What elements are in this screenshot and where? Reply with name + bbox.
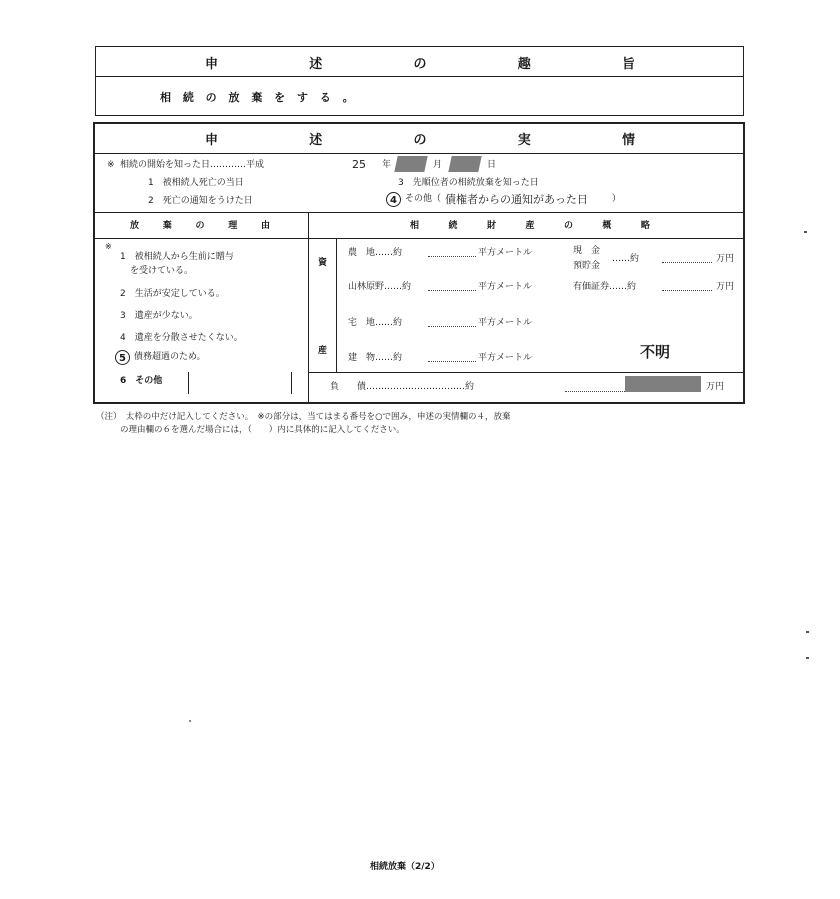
cash-label: 現 金 bbox=[573, 246, 601, 256]
securities-blank bbox=[662, 290, 712, 291]
estate-side-divider bbox=[336, 238, 337, 372]
scan-speck bbox=[806, 657, 809, 659]
option-2: 2 死亡の通知をうけた日 bbox=[148, 196, 253, 206]
debt-divider bbox=[308, 372, 745, 373]
farm-unit: 平方メートル bbox=[478, 248, 533, 258]
farm-label: 農 地……約 bbox=[348, 248, 403, 258]
reason-1: 1 被相続人から生前に贈与 bbox=[120, 252, 234, 262]
unknown-note: 不明 bbox=[640, 343, 671, 361]
field-unit: 平方メートル bbox=[478, 282, 533, 292]
field-blank bbox=[428, 290, 476, 291]
residential-unit: 平方メートル bbox=[478, 318, 533, 328]
purpose-divider bbox=[95, 76, 744, 77]
start-mark: ※ bbox=[107, 160, 115, 170]
purpose-body: 相 続 の 放 棄 を す る 。 bbox=[160, 91, 358, 104]
cash-blank bbox=[662, 262, 712, 263]
facts-title: 申 述 の 実 情 bbox=[205, 133, 635, 148]
securities-unit: 万円 bbox=[716, 282, 735, 292]
reason-3: 3 遺産が少ない。 bbox=[120, 311, 198, 321]
page-footer: 相続放棄（2/2） bbox=[370, 862, 440, 872]
debt-unit: 万円 bbox=[706, 382, 725, 392]
residential-blank bbox=[428, 326, 476, 327]
start-month-unit: 月 bbox=[433, 160, 443, 170]
cash-unit: 万円 bbox=[716, 254, 735, 264]
option-3: 3 先順位者の相続放棄を知った日 bbox=[398, 178, 539, 188]
reasons-header-divider bbox=[93, 238, 745, 239]
reason-2: 2 生活が安定している。 bbox=[120, 289, 225, 299]
estate-side-bottom: 産 bbox=[318, 346, 328, 356]
cash-approx: ……約 bbox=[612, 254, 640, 264]
start-label: 相続の開始を知った日…………平成 bbox=[120, 160, 265, 170]
reasons-estate-divider bbox=[308, 212, 309, 404]
circled-option-4: 4 bbox=[386, 192, 401, 207]
option-1: 1 被相続人死亡の当日 bbox=[148, 178, 244, 188]
scan-speck bbox=[189, 720, 191, 722]
estate-side-top: 資 bbox=[318, 258, 328, 268]
note-line-2: の理由欄の６を選んだ場合には，（ ）内に具体的に記入してください。 bbox=[120, 425, 405, 435]
start-year-unit: 年 bbox=[382, 160, 392, 170]
circled-reason-5: 5 bbox=[115, 350, 130, 365]
redacted-debt bbox=[625, 376, 701, 392]
scan-speck bbox=[804, 231, 807, 233]
facts-title-divider bbox=[93, 153, 745, 154]
scan-speck bbox=[806, 631, 809, 633]
residential-label: 宅 地……約 bbox=[348, 318, 403, 328]
option-4: 4 その他（ 債権者からの通知があった日 ） bbox=[386, 192, 621, 207]
building-label: 建 物……約 bbox=[348, 353, 403, 363]
savings-label: 預貯金 bbox=[573, 261, 601, 271]
building-unit: 平方メートル bbox=[478, 353, 533, 363]
facts-upper-divider bbox=[93, 212, 745, 213]
building-blank bbox=[428, 361, 476, 362]
reason-1-cont: を受けている。 bbox=[130, 266, 194, 276]
estate-header: 相 続 財 産 の 概 略 bbox=[410, 221, 650, 231]
start-year: 25 bbox=[352, 158, 366, 171]
purpose-title: 申 述 の 趣 旨 bbox=[205, 57, 635, 72]
start-day-unit: 日 bbox=[487, 160, 497, 170]
reason-6: 6 その他 bbox=[120, 376, 163, 386]
securities-label: 有価証券……約 bbox=[573, 282, 637, 292]
reasons-mark: ※ bbox=[105, 242, 112, 251]
redacted-month bbox=[394, 156, 427, 172]
option-4-detail: 債権者からの通知があった日 bbox=[445, 193, 588, 206]
reason-4: 4 遺産を分散させたくない。 bbox=[120, 333, 243, 343]
reasons-header: 放 棄 の 理 由 bbox=[130, 221, 270, 231]
note-line-1: （注） 太枠の中だけ記入してください。 ※の部分は，当てはまる番号を○で囲み，申述の実情欄の４，放棄 bbox=[96, 412, 511, 422]
reason-5: 5 債務超過のため。 bbox=[115, 350, 206, 365]
farm-blank bbox=[428, 256, 476, 257]
redacted-day bbox=[448, 156, 481, 172]
debt-blank bbox=[565, 391, 625, 392]
debt-label: 負 債……………………………約 bbox=[330, 382, 475, 392]
reason-6-bracket bbox=[188, 372, 292, 394]
field-label: 山林原野……約 bbox=[348, 282, 412, 292]
